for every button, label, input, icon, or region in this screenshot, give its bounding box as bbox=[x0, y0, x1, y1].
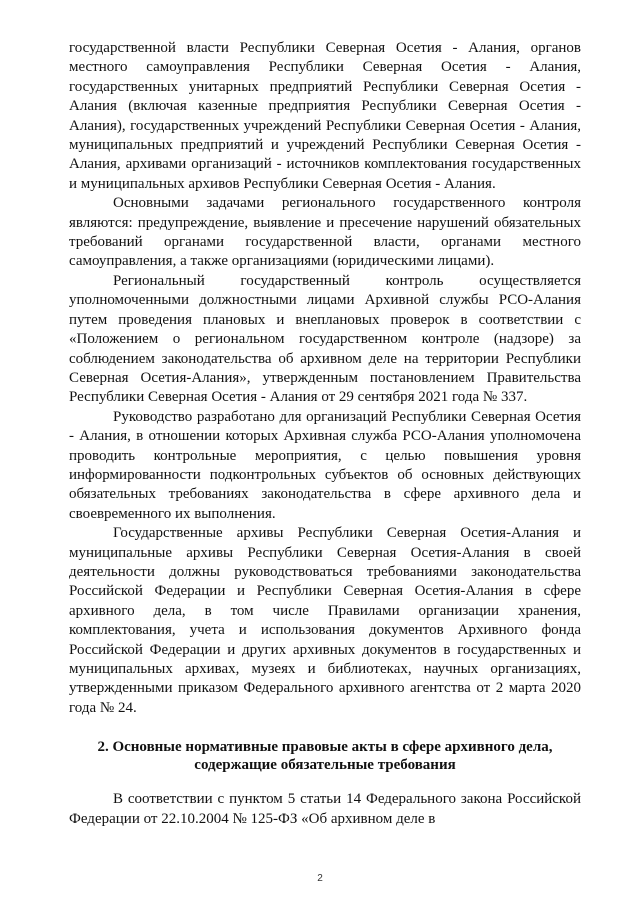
paragraph-guide-purpose: Руководство разработано для организаций Республики Северная Осетия - Алания, в отношении которых Архивная служба РСО-Алания уполномочена проводить контрольные мероприятия, с целью повышения уровня информированности подконтрольных субъектов об основных действующих обязательных требованиях законодательства в сфере архивного дела и своевременного их выполнения. bbox=[69, 408, 581, 522]
paragraph-control-tasks: Основными задачами регионального государственного контроля являются: предупреждение, выявление и пресечение нарушений обязательных требований органами государственной власти, органами местного самоуправления, а также организациями (юридическими лицами). bbox=[69, 195, 581, 270]
paragraph-federal-law: В соответствии с пунктом 5 статьи 14 Федерального закона Российской Федерации от 22.10.2004 № 125-ФЗ «Об архивном деле в bbox=[69, 791, 581, 827]
paragraph-regional-control: Региональный государственный контроль осуществляется уполномоченными должностными лицами Архивной службы РСО-Алания путем проведения плановых и внеплановых проверок в соответствии с «Положением о региональном государственном контроле (надзоре) за соблюдением законодательства об архивном деле на территории Республики Северная Осетия-Алания», утвержденным постановлением Правительства Республики Северная Осетия - Алания от 29 сентября 2021 года № 337. bbox=[69, 272, 581, 406]
paragraph-continuation: государственной власти Республики Северная Осетия - Алания, органов местного самоуправления Республики Северная Осетия - Алания, государственных унитарных предприятий Республики Северная Осетия - Алания (включая казенные предприятия Республики Северная Осетия - Алания), государственных учреждений Республики Северная Осетия - Алания, муниципальных предприятий и учреждений Республики Северная Осетия - Алания, архивами организаций - источников комплектования государственных и муниципальных архивов Республики Северная Осетия - Алания. bbox=[69, 40, 581, 192]
page-number: 2 bbox=[317, 873, 323, 884]
section-heading bbox=[69, 738, 581, 774]
document-body bbox=[69, 39, 581, 829]
paragraph-state-archives: Государственные архивы Республики Северная Осетия-Алания и муниципальные архивы Республики Северная Осетия-Алания в своей деятельности должны руководствоваться требованиями законодательства Российской Федерации и Республики Северная Осетия-Алания в сфере архивного дела, в том числе Правилами организации хранения, комплектования, учета и использования документов Архивного фонда Российской Федерации и других архивных документов в государственных и муниципальных архивах, музеях и библиотеках, научных организациях, утвержденными приказом Федерального архивного агентства от 2 марта 2020 года № 24. bbox=[69, 525, 581, 716]
section-heading-line-1: 2. Основные нормативные правовые акты в сфере архивного дела, bbox=[97, 739, 553, 756]
section-heading-line-2: содержащие обязательные требования bbox=[194, 757, 456, 774]
